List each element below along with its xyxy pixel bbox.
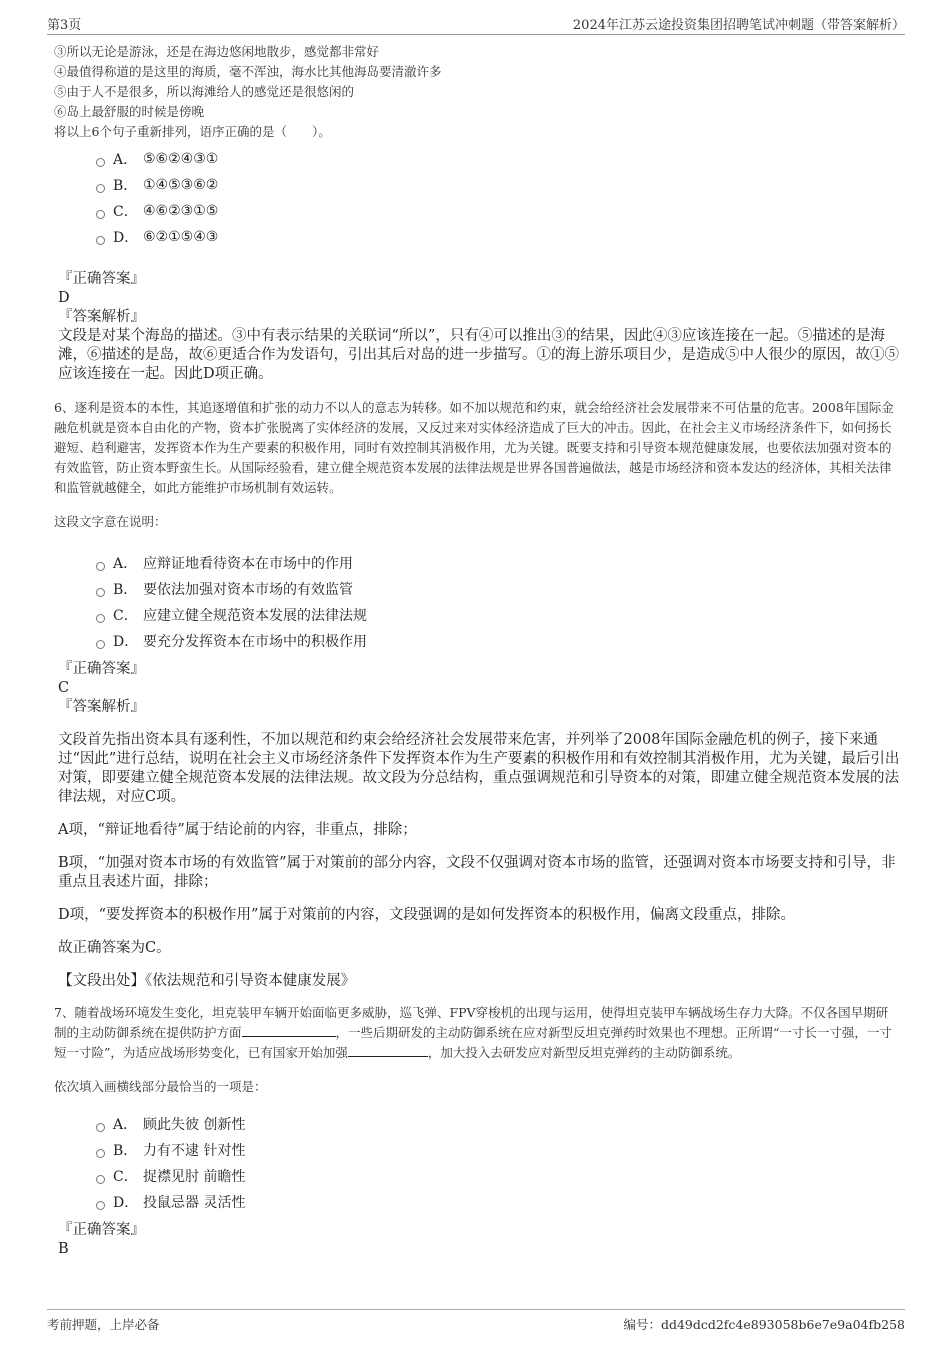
q5-line: ③所以无论是游泳，还是在海边悠闲地散步，感觉都非常好 xyxy=(54,44,380,59)
page-header xyxy=(47,10,905,35)
radio-icon[interactable] xyxy=(96,640,105,649)
q5-line: ⑤由于人不是很多，所以海滩给人的感觉还是很悠闲的 xyxy=(54,84,355,99)
q6-source: 【文段出处】《依法规范和引导资本健康发展》 xyxy=(58,973,356,989)
q6-option-c[interactable]: C． 应建立健全规范资本发展的法律法规 xyxy=(96,602,900,628)
q5-option-a[interactable]: A． ⑤⑥②④③① xyxy=(96,146,900,172)
q6-option-d[interactable]: D． 要充分发挥资本在市场中的积极作用 xyxy=(96,628,900,654)
radio-icon[interactable] xyxy=(96,1175,105,1184)
radio-icon[interactable] xyxy=(96,562,105,571)
q7-option-b[interactable]: B． 力有不逮 针对性 xyxy=(96,1137,900,1163)
radio-icon[interactable] xyxy=(96,588,105,597)
q6-analysis-para: 故正确答案为C。 xyxy=(58,940,171,956)
q6-analysis xyxy=(58,731,900,991)
q6-stem: 6、逐利是资本的本性，其追逐增值和扩张的动力不以人的意志为转移。如不加以规范和约束，就会给经济社会发展带来不可估量的危害。2008年国际金融危机就是资本自由化的产物，资本扩张脱离了实体经济的发展，又反过来对实体经济造成了巨大的冲击。因此，在社会主义市场经济条件下，如何扬长避短、趋利避害，发挥资本作为生产要素的积极作用，同时有效控制其消极作用，尤为关键。既要支持和引导资本规范健康发展，也要依法加强对资本的有效监管，防止资本野蛮生长。从国际经验看，建立健全规范资本发展的法律法规是世界各国普遍做法，越是市场经济和资本发达的经济体，其相关法律和监管就越健全，如此方能维护市场机制有效运转。 xyxy=(54,400,894,495)
radio-icon[interactable] xyxy=(96,1149,105,1158)
q6-analysis-para: 文段首先指出资本具有逐利性，不加以规范和约束会给经济社会发展带来危害，并列举了2008年国际金融危机的例子，接下来通过“因此”进行总结，说明在社会主义市场经济条件下发挥资本作为生产要素的积极作用和有效控制其消极作用，尤为关键，最后引出对策，即要建立健全规范资本发展的法律法规。故文段为分总结构，重点强调规范和引导资本的对策，即建立健全规范资本发展的法律法规，对应C项。 xyxy=(58,732,900,805)
q6-prompt: 这段文字意在说明： xyxy=(54,514,167,529)
radio-icon[interactable] xyxy=(96,210,105,219)
q5-option-c[interactable]: C． ④⑥②③①⑤ xyxy=(96,198,900,224)
q6-analysis-para: A项，“辩证地看待”属于结论前的内容，非重点，排除； xyxy=(58,822,417,838)
blank-2 xyxy=(348,1044,428,1057)
radio-icon[interactable] xyxy=(96,184,105,193)
q5-lines xyxy=(54,42,900,142)
q7-option-c[interactable]: C． 捉襟见肘 前瞻性 xyxy=(96,1163,900,1189)
q7-option-d[interactable]: D． 投鼠忌器 灵活性 xyxy=(96,1189,900,1215)
page-number: 第3页 xyxy=(47,18,82,33)
document-id: 编号：dd49dcd2fc4e893058b6e7e9a04fb258 xyxy=(623,1317,905,1332)
q7-prompt: 依次填入画横线部分最恰当的一项是： xyxy=(54,1079,267,1094)
q5-line: ⑥岛上最舒服的时候是傍晚 xyxy=(54,104,205,119)
q6-analysis-para: B项，“加强对资本市场的有效监管”属于对策前的部分内容，文段不仅强调对资本市场的监管，还强调对资本市场要支持和引导，非重点且表述片面，排除； xyxy=(58,855,896,890)
q5-line: ④最值得称道的是这里的海质，毫不浑浊，海水比其他海岛要清澈许多 xyxy=(54,64,442,79)
q5-answer-label: 『正确答案』 xyxy=(58,271,145,287)
q5-analysis-label: 『答案解析』 xyxy=(58,309,145,325)
radio-icon[interactable] xyxy=(96,614,105,623)
q6-analysis-label: 『答案解析』 xyxy=(58,699,145,715)
q7-answer: B xyxy=(58,1241,69,1257)
q5-answer: D xyxy=(58,290,70,306)
page-footer xyxy=(47,1309,905,1334)
radio-icon[interactable] xyxy=(96,1201,105,1210)
q6-option-b[interactable]: B． 要依法加强对资本市场的有效监管 xyxy=(96,576,900,602)
q5-option-b[interactable]: B． ①④⑤③⑥② xyxy=(96,172,900,198)
document-title: 2024年江苏云途投资集团招聘笔试冲刺题（带答案解析） xyxy=(572,18,905,33)
q6-option-a[interactable]: A． 应辩证地看待资本在市场中的作用 xyxy=(96,550,900,576)
q5-analysis: 文段是对某个海岛的描述。③中有表示结果的关联词“所以”，只有④可以推出③的结果，因此④③应该连接在一起。⑤描述的是海滩，⑥描述的是岛，故⑥更适合作为发语句，引出其后对岛的进一步描写。①的海上游乐项目少，是造成⑤中人很少的原因，故①⑤应该连接在一起。因此D项正确。 xyxy=(58,328,899,382)
blank-1 xyxy=(242,1024,336,1037)
q6-answer: C xyxy=(58,680,70,696)
q6-answer-label: 『正确答案』 xyxy=(58,661,145,677)
footer-slogan: 考前押题，上岸必备 xyxy=(47,1317,160,1332)
radio-icon[interactable] xyxy=(96,158,105,167)
q6-analysis-para: D项，“要发挥资本的积极作用”属于对策前的内容，文段强调的是如何发挥资本的积极作用，偏离文段重点，排除。 xyxy=(58,907,795,923)
radio-icon[interactable] xyxy=(96,1123,105,1132)
q5-prompt: 将以上6个句子重新排列，语序正确的是（ ）。 xyxy=(54,124,331,139)
q7-answer-label: 『正确答案』 xyxy=(58,1222,145,1238)
content xyxy=(54,42,900,1259)
q7-option-a[interactable]: A． 顾此失彼 创新性 xyxy=(96,1111,900,1137)
q7-stem: 7、随着战场环境发生变化，坦克装甲车辆开始面临更多威胁，巡飞弹、FPV穿梭机的出现与运用，使得坦克装甲车辆战场生存力大降。不仅各国早期研制的主动防御系统在提供防护方面 ，一些后期研发的主动防御系统在应对新型反坦克弹药时效果也不理想。正所谓“一寸长一寸强，一寸短一寸险”，为适应战场形势变化，已有国家开始加强 ，加大投入去研发应对新型反坦克弹药的主动防御系统。 xyxy=(54,1005,892,1060)
radio-icon[interactable] xyxy=(96,236,105,245)
q5-option-d[interactable]: D． ⑥②①⑤④③ xyxy=(96,224,900,250)
